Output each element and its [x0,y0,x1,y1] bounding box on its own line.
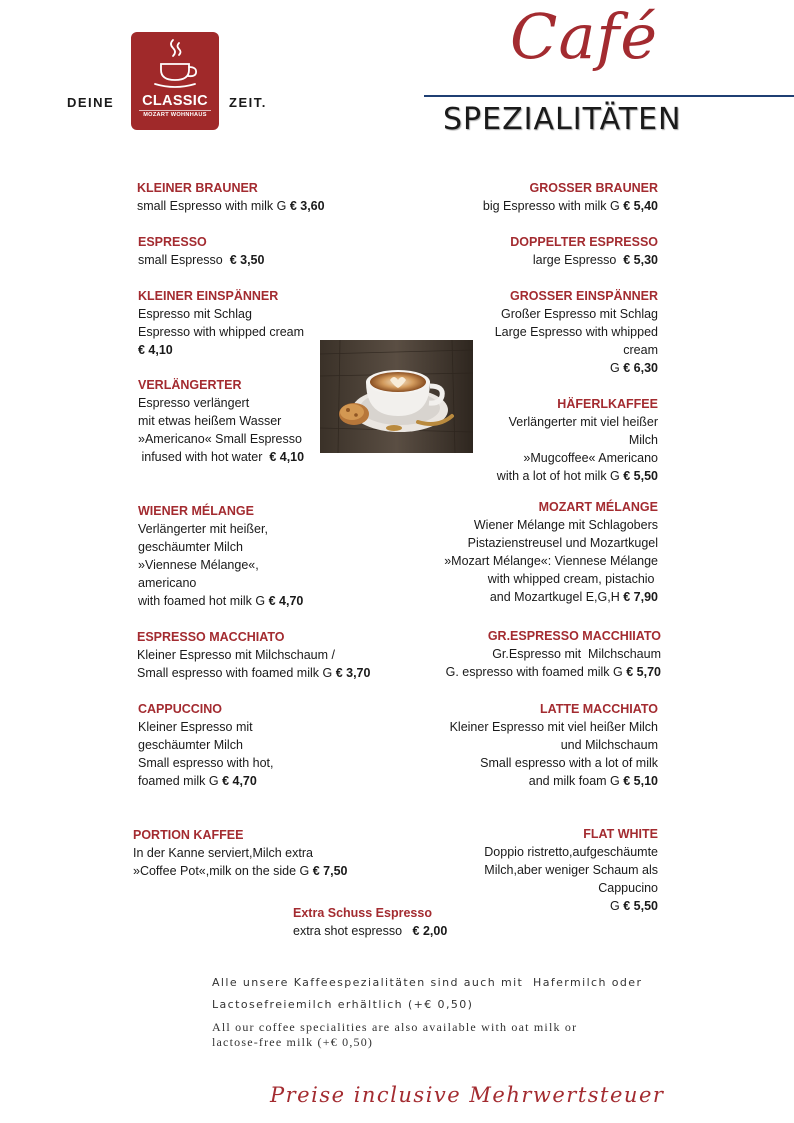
item-title: WIENER MÉLANGE [138,504,254,518]
item-desc: cream [623,343,658,357]
item-desc: »Coffee Pot«,milk on the side G [133,864,313,878]
menu-item-portion-kaffee [133,826,348,880]
item-desc: Espresso mit Schlag [138,307,252,321]
menu-item-kleiner-einspaenner [138,287,304,359]
cafe-script-title: Café [510,0,659,73]
logo-divider [139,110,211,111]
item-title: HÄFERLKAFFEE [557,397,658,411]
header-rule [424,95,794,97]
item-desc: Doppio ristretto,aufgeschäumte [484,845,658,859]
cappuccino-photo [320,340,473,453]
item-title: DOPPELTER ESPRESSO [510,235,658,249]
item-price: € 4,70 [268,594,304,608]
logo-brand: CLASSIC [142,93,208,109]
item-desc: In der Kanne serviert,Milch extra [133,846,313,860]
item-price: € 5,70 [626,665,661,679]
item-desc: with foamed hot milk G [138,594,269,608]
menu-item-verlaengerter [138,376,304,466]
item-desc: Verlängerter mit heißer, [138,522,268,536]
item-desc: Small espresso with a lot of milk [480,756,658,770]
footer-note-de-2: Lactosefreiemilch erhältlich (+€ 0,50) [212,998,474,1011]
item-desc: Verlängerter mit viel heißer [508,415,658,429]
menu-item-gr-espresso-macchiato [446,627,661,681]
item-desc: Gr.Espresso mit Milchschaum [492,647,661,661]
item-price: € 3,70 [335,666,371,680]
item-desc: »Americano« Small Espresso [138,432,302,446]
menu-item-kleiner-brauner [137,179,325,215]
item-title: ESPRESSO [138,235,207,249]
logo-right-word: ZEIT. [229,95,267,110]
item-desc: Cappucino [598,881,658,895]
item-title: Extra Schuss Espresso [293,906,432,920]
item-title: FLAT WHITE [583,827,658,841]
logo-left-word: DEINE [67,95,115,110]
item-title: VERLÄNGERTER [138,378,242,392]
logo-sub: MOZART WOHNHAUS [143,112,207,118]
item-price: € 5,10 [623,774,658,788]
menu-item-latte-macchiato [450,700,658,790]
item-desc: Wiener Mélange mit Schlagobers [473,518,658,532]
item-price: € 3,50 [229,253,265,267]
item-price: € 4,10 [269,450,305,464]
item-price: € 5,30 [623,253,658,267]
item-desc: Milch [628,433,658,447]
menu-item-espresso [138,233,264,269]
item-desc: foamed milk G [138,774,223,788]
item-desc: Small espresso with hot, [138,756,274,770]
item-title: GROSSER BRAUNER [529,181,658,195]
item-desc: Small espresso with foamed milk G [137,666,336,680]
menu-item-grosser-einspaenner [495,287,658,377]
item-desc: G. espresso with foamed milk G [445,665,627,679]
item-desc: Large Espresso with whipped [494,325,658,339]
item-price: € 4,70 [222,774,257,788]
item-title: PORTION KAFFEE [133,828,244,842]
item-desc: with a lot of hot milk G [496,469,624,483]
item-price: € 7,50 [312,864,348,878]
item-desc: with whipped cream, pistachio [487,572,658,586]
item-desc: large Espresso [532,253,624,267]
item-price: € 3,60 [289,199,325,213]
item-desc: and milk foam G [528,774,624,788]
item-title: GROSSER EINSPÄNNER [510,289,658,303]
item-desc: geschäumter Milch [138,540,243,554]
item-desc: mit etwas heißem Wasser [138,414,282,428]
item-title: CAPPUCCINO [138,702,223,716]
item-price: € 7,90 [623,590,658,604]
item-desc: Espresso verlängert [138,396,250,410]
item-price: € 5,50 [623,899,658,913]
menu-item-cappuccino [138,700,273,790]
menu-item-espresso-macchiato [137,628,370,682]
item-desc: small Espresso [138,253,230,267]
item-desc: geschäumter Milch [138,738,243,752]
coffee-cup-icon [131,32,219,92]
menu-item-flat-white [484,825,658,915]
item-desc: »Viennese Mélange«, [138,558,259,572]
item-price: € 6,30 [623,361,658,375]
item-title: MOZART MÉLANGE [538,500,658,514]
footer-note-en-2: lactose-free milk (+€ 0,50) [212,1035,374,1049]
item-desc: and Mozartkugel E,G,H [489,590,624,604]
menu-item-haeferlkaffee [497,395,658,485]
item-desc: big Espresso with milk G [482,199,624,213]
page-title: SPEZIALITÄTEN [443,102,682,137]
item-desc: »Mugcoffee« Americano [523,451,658,465]
item-price: € 5,50 [623,469,658,483]
item-desc: »Mozart Mélange«: Viennese Mélange [444,554,658,568]
item-desc: Espresso with whipped cream [138,325,305,339]
menu-item-doppelter-espresso [510,233,658,269]
footer-note-de-1: Alle unsere Kaffeespezialitäten sind auch mit Hafermilch oder [212,976,643,989]
prices-note-script: Preise inclusive Mehrwertsteuer [270,1083,665,1107]
item-desc: G [610,899,624,913]
item-desc: Pistazienstreusel und Mozartkugel [467,536,658,550]
item-desc: G [610,361,624,375]
item-price: € 4,10 [138,343,173,357]
item-title: LATTE MACCHIATO [539,702,658,716]
menu-item-mozart-melange [444,498,658,606]
item-title: KLEINER BRAUNER [137,181,258,195]
item-desc: und Milchschaum [560,738,658,752]
logo-badge [131,32,219,130]
item-desc: Kleiner Espresso mit [138,720,253,734]
item-desc: Kleiner Espresso mit Milchschaum / [137,648,335,662]
item-desc: Großer Espresso mit Schlag [501,307,658,321]
item-title: GR.ESPRESSO MACCHIIATO [487,629,661,643]
item-desc: small Espresso with milk G [137,199,290,213]
item-desc: Kleiner Espresso mit viel heißer Milch [449,720,658,734]
item-desc: Milch,aber weniger Schaum als [484,863,658,877]
item-price: € 5,40 [623,199,658,213]
item-title: ESPRESSO MACCHIATO [137,630,285,644]
item-desc: extra shot espresso [293,924,413,938]
item-price: € 2,00 [412,924,448,938]
item-desc: americano [138,576,197,590]
menu-item-extra-schuss [293,904,447,940]
footer-note-en-1: All our coffee specialities are also available with oat milk or [212,1020,578,1034]
item-desc: infused with hot water [138,450,270,464]
menu-item-grosser-brauner [483,179,658,215]
menu-item-wiener-melange [138,502,303,610]
item-title: KLEINER EINSPÄNNER [138,289,279,303]
